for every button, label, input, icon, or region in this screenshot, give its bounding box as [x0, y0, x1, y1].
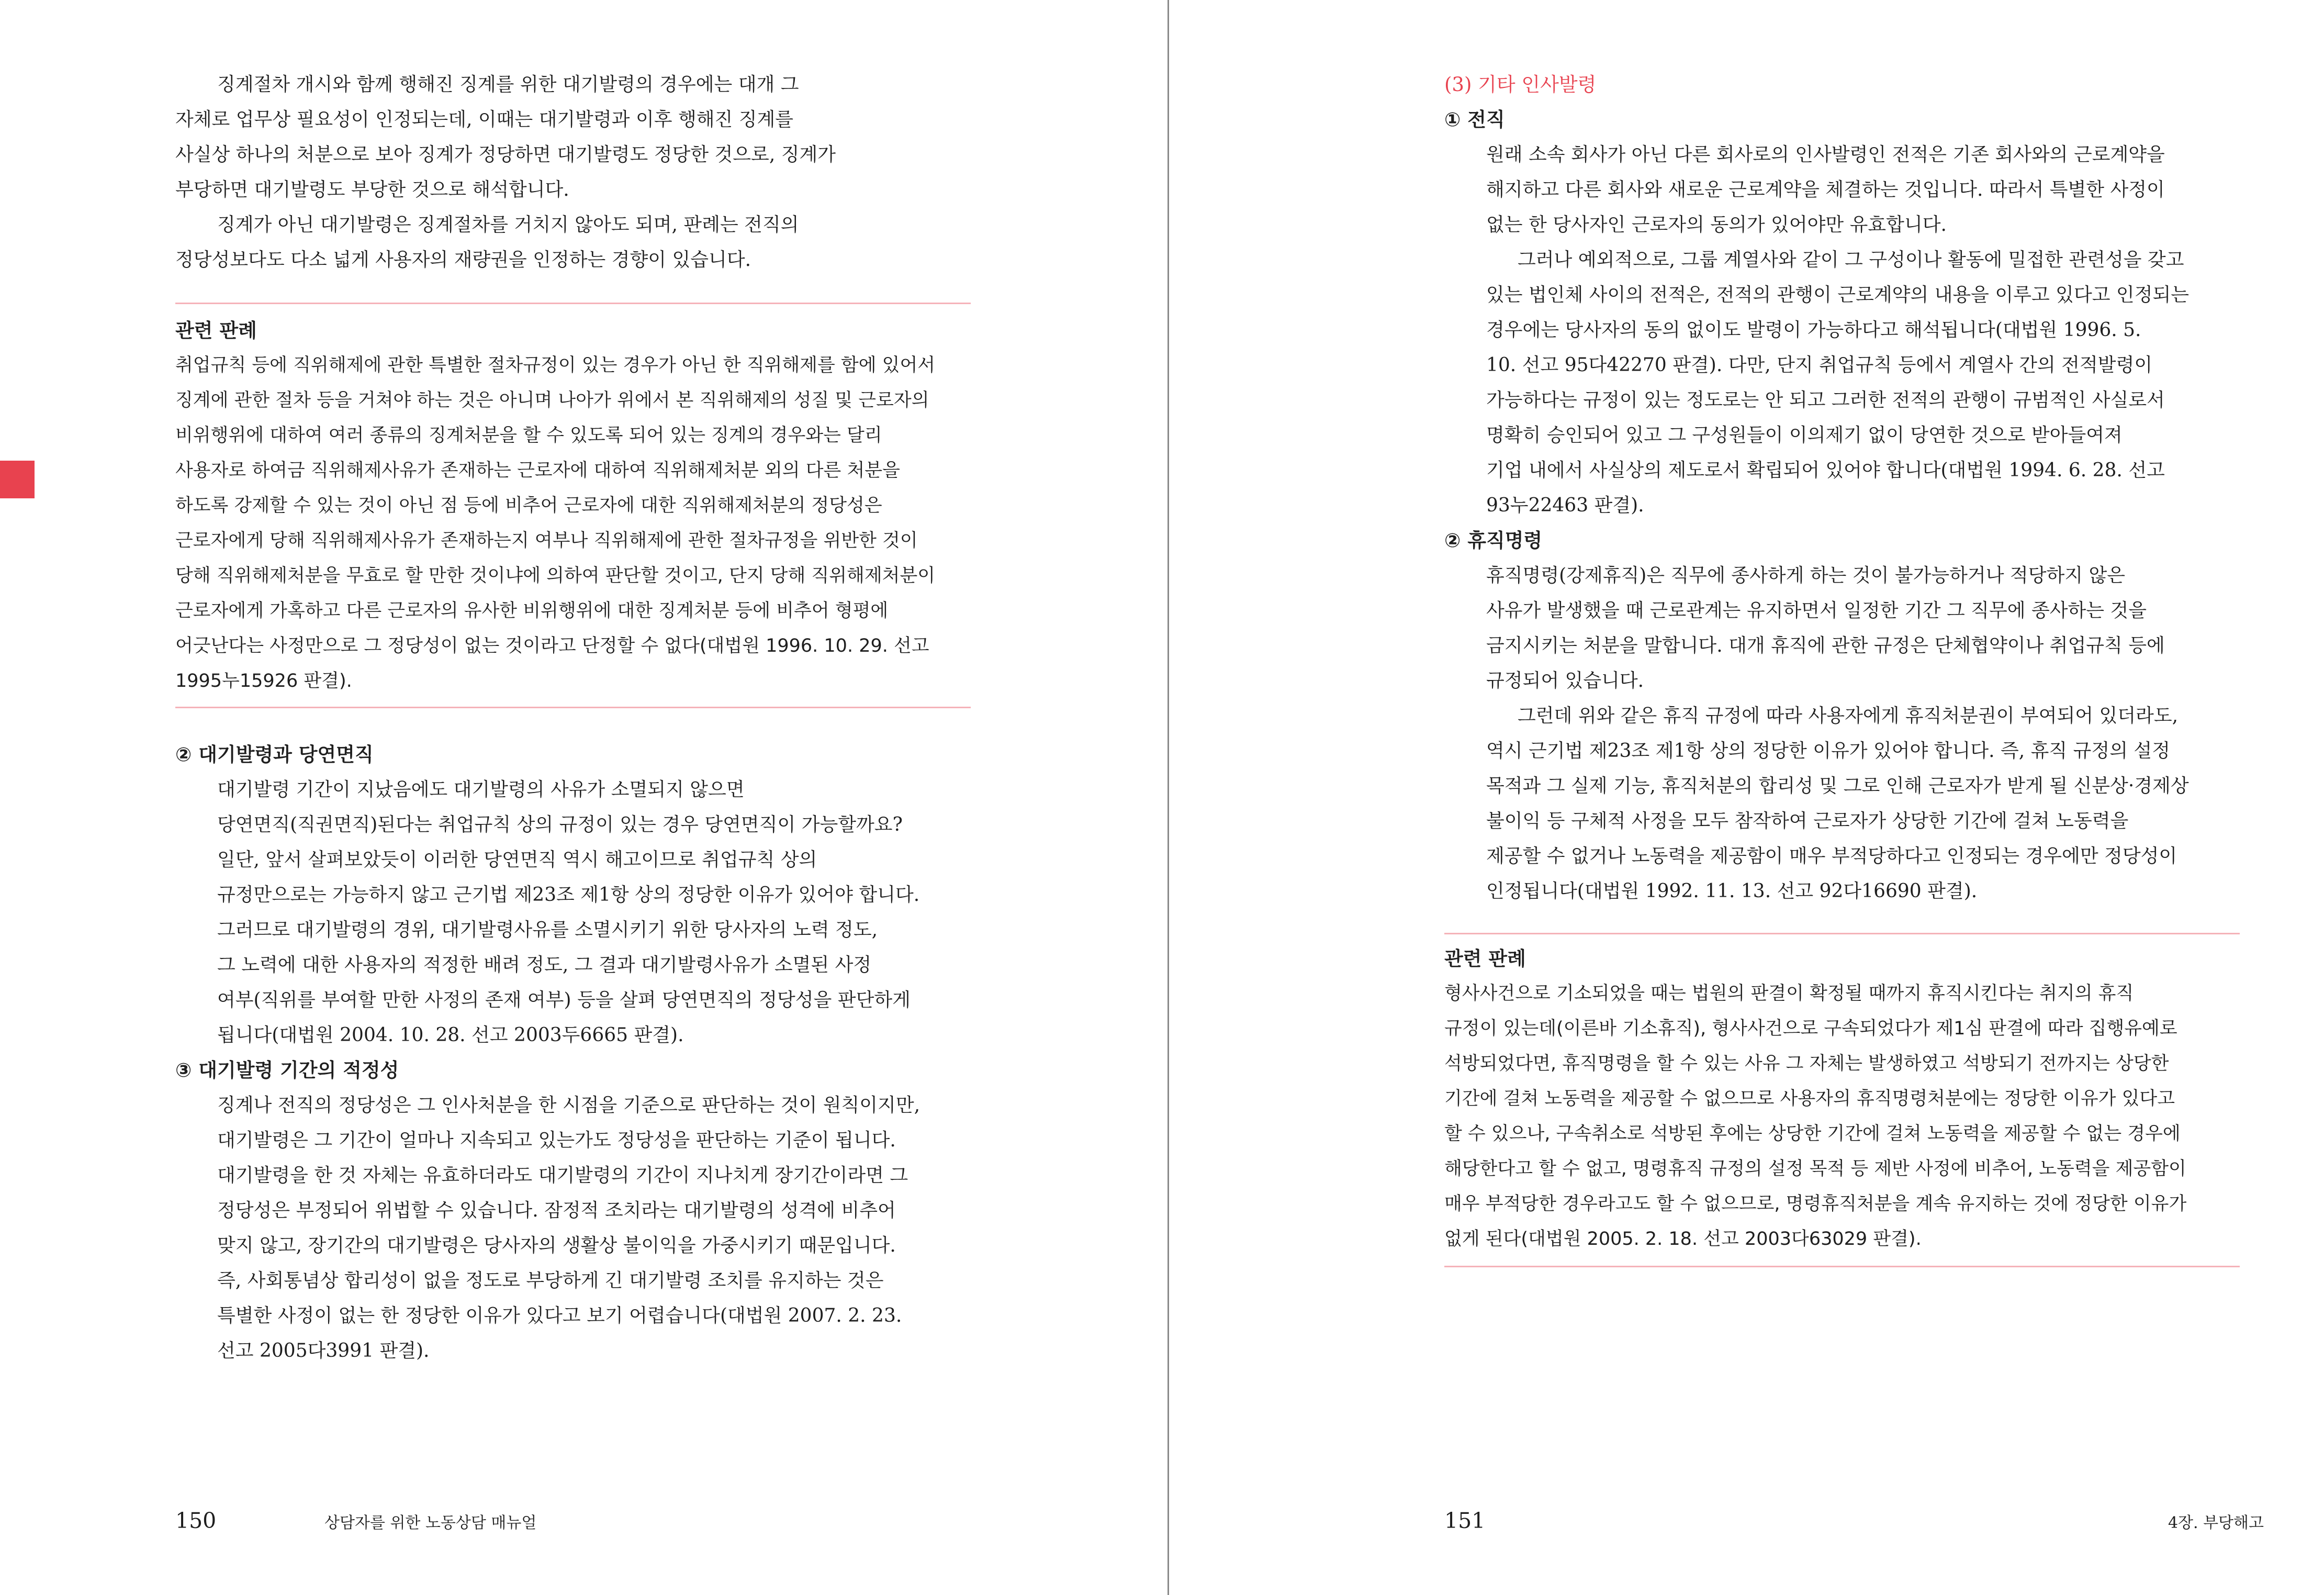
paragraph-line: 대기발령 기간이 지났음에도 대기발령의 사유가 소멸되지 않으면 — [217, 779, 745, 800]
section-heading: ③ 대기발령 기간의 적정성 — [175, 1059, 399, 1081]
case-heading: 관련 판례 — [1444, 947, 1526, 970]
left-case-box — [175, 313, 981, 699]
paragraph-line: 목적과 그 실제 기능, 휴직처분의 합리성 및 그로 인해 근로자가 받게 될 신분상·경제상 — [1486, 775, 2189, 797]
paragraph-line: 규정만으로는 가능하지 않고 근기법 제23조 제1항 상의 정당한 이유가 있어야 합니다. — [217, 884, 920, 906]
paragraph-line: 선고 2005다3991 판결). — [217, 1340, 430, 1362]
paragraph-line: 93누22463 판결). — [1486, 495, 1644, 516]
right-case-box — [1444, 941, 2261, 1257]
subsection-heading: ② 휴직명령 — [1444, 529, 1543, 552]
subsection-heading: ① 전직 — [1444, 108, 1505, 131]
paragraph-line: 해지하고 다른 회사와 새로운 근로계약을 체결하는 것입니다. 따라서 특별한 사정이 — [1486, 179, 2165, 200]
paragraph-line: 휴직명령(강제휴직)은 직무에 종사하게 하는 것이 불가능하거나 적당하지 않은 — [1486, 565, 2126, 586]
case-box-bottom-rule — [175, 707, 971, 708]
paragraph-line: 자체로 업무상 필요성이 인정되는데, 이때는 대기발령과 이후 행해진 징계를 — [175, 109, 794, 130]
case-line: 징계에 관한 절차 등을 거쳐야 하는 것은 아니며 나아가 위에서 본 직위해제의 성질 및 근로자의 — [175, 390, 929, 411]
paragraph-line: 그러나 예외적으로, 그룹 계열사와 같이 그 구성이나 활동에 밀접한 관련성을 갖고 — [1518, 249, 2184, 271]
paragraph-line: 명확히 승인되어 있고 그 구성원들이 이의제기 없이 당연한 것으로 받아들여져 — [1486, 425, 2123, 446]
case-line: 해당한다고 할 수 없고, 명령휴직 규정의 설정 목적 등 제반 사정에 비추어, 노동력을 제공함이 — [1444, 1158, 2186, 1179]
page-number: 151 — [1444, 1508, 1486, 1533]
case-line: 형사사건으로 기소되었을 때는 법원의 판결이 확정될 때까지 휴직시킨다는 취지의 휴직 — [1444, 983, 2134, 1004]
section-title: (3) 기타 인사발령 — [1444, 73, 1597, 96]
paragraph-line: 대기발령은 그 기간이 얼마나 지속되고 있는가도 정당성을 판단하는 기준이 됩니다. — [217, 1130, 896, 1151]
paragraph-line: 제공할 수 없거나 노동력을 제공함이 매우 부적당하다고 인정되는 경우에만 정당성이 — [1486, 845, 2177, 867]
paragraph-line: 대기발령을 한 것 자체는 유효하더라도 대기발령의 기간이 지나치게 장기간이라면 그 — [217, 1165, 908, 1186]
case-line: 매우 부적당한 경우라고도 할 수 없으므로, 명령휴직처분을 계속 유지하는 것에 정당한 이유가 — [1444, 1194, 2187, 1214]
paragraph-line: 정당성은 부정되어 위법할 수 있습니다. 잠정적 조치라는 대기발령의 성격에 비추어 — [217, 1200, 896, 1221]
paragraph-line: 특별한 사정이 없는 한 정당한 이유가 있다고 보기 어렵습니다(대법원 2007. 2. 23. — [217, 1305, 902, 1326]
paragraph-line: 즉, 사회통념상 합리성이 없을 정도로 부당하게 긴 대기발령 조치를 유지하는 것은 — [217, 1270, 884, 1291]
paragraph-line: 사유가 발생했을 때 근로관계는 유지하면서 일정한 기간 그 직무에 종사하는 것을 — [1486, 600, 2147, 621]
paragraph-line: 그런데 위와 같은 휴직 규정에 따라 사용자에게 휴직처분권이 부여되어 있더라도, — [1518, 705, 2179, 727]
case-line: 비위행위에 대하여 여러 종류의 징계처분을 할 수 있도록 되어 있는 징계의 경우와는 달리 — [175, 425, 882, 446]
right-page — [1169, 0, 2324, 1595]
case-line: 기간에 걸쳐 노동력을 제공할 수 없으므로 사용자의 휴직명령처분에는 정당한 이유가 있다고 — [1444, 1088, 2175, 1109]
paragraph-line: 원래 소속 회사가 아닌 다른 회사로의 인사발령인 전적은 기존 회사와의 근로계약을 — [1486, 144, 2165, 165]
left-intro — [175, 67, 971, 277]
case-line: 하도록 강제할 수 있는 것이 아닌 점 등에 비추어 근로자에 대한 직위해제처분의 정당성은 — [175, 495, 882, 516]
case-line: 1995누15926 판결). — [175, 671, 352, 691]
paragraph-line: 기업 내에서 사실상의 제도로서 확립되어 있어야 합니다(대법원 1994. 6. 28. 선고 — [1486, 460, 2165, 481]
paragraph-line: 규정되어 있습니다. — [1486, 670, 1644, 691]
paragraph-line: 금지시키는 처분을 말합니다. 대개 휴직에 관한 규정은 단체협약이나 취업규칙 등에 — [1486, 635, 2165, 656]
section-standby-dismissal — [175, 737, 981, 1368]
case-heading: 관련 판례 — [175, 319, 257, 342]
case-line: 규정이 있는데(이른바 기소휴직), 형사사건으로 구속되었다가 제1심 판결에 따라 집행유예로 — [1444, 1018, 2177, 1039]
paragraph-line: 징계가 아닌 대기발령은 징계절차를 거치지 않아도 되며, 판례는 전직의 — [217, 214, 799, 236]
paragraph-line: 맞지 않고, 장기간의 대기발령은 당사자의 생활상 불이익을 가중시키기 때문입니다. — [217, 1235, 896, 1256]
case-line: 취업규칙 등에 직위해제에 관한 특별한 절차규정이 있는 경우가 아닌 한 직위해제를 함에 있어서 — [175, 355, 936, 376]
page-number: 150 — [175, 1508, 217, 1533]
case-line: 당해 직위해제처분을 무효로 할 만한 것이냐에 의하여 판단할 것이고, 단지 당해 직위해제처분이 — [175, 565, 936, 586]
paragraph-line: 징계나 전직의 정당성은 그 인사처분을 한 시점을 기준으로 판단하는 것이 원칙이지만, — [217, 1095, 920, 1116]
paragraph-line: 인정됩니다(대법원 1992. 11. 13. 선고 92다16690 판결). — [1486, 880, 1978, 902]
case-line: 없게 된다(대법원 2005. 2. 18. 선고 2003다63029 판결). — [1444, 1229, 1922, 1250]
running-title: 4장. 부당해고 — [2168, 1514, 2264, 1532]
paragraph-line: 역시 근기법 제23조 제1항 상의 정당한 이유가 있어야 합니다. 즉, 휴직 규정의 설정 — [1486, 740, 2170, 762]
case-line: 사용자로 하여금 직위해제사유가 존재하는 근로자에 대하여 직위해제처분 외의 다른 처분을 — [175, 460, 900, 481]
paragraph-line: 없는 한 당사자인 근로자의 동의가 있어야만 유효합니다. — [1486, 214, 1947, 236]
paragraph-line: 있는 법인체 사이의 전적은, 전적의 관행이 근로계약의 내용을 이루고 있다고 인정되는 — [1486, 284, 2190, 306]
case-line: 어긋난다는 사정만으로 그 정당성이 없는 것이라고 단정할 수 없다(대법원 1996. 10. 29. 선고 — [175, 635, 929, 656]
paragraph-line: 그러므로 대기발령의 경위, 대기발령사유를 소멸시키기 위한 당사자의 노력 정도, — [217, 919, 878, 941]
paragraph-line: 경우에는 당사자의 동의 없이도 발령이 가능하다고 해석됩니다(대법원 1996. 5. — [1486, 319, 2141, 341]
case-line: 근로자에게 가혹하고 다른 근로자의 유사한 비위행위에 대한 징계처분 등에 비추어 형평에 — [175, 600, 889, 621]
paragraph-line: 가능하다는 규정이 있는 정도로는 안 되고 그러한 전적의 관행이 규범적인 사실로서 — [1486, 389, 2165, 411]
running-title: 상담자를 위한 노동상담 매뉴얼 — [324, 1514, 537, 1532]
paragraph-line: 부당하면 대기발령도 부당한 것으로 해석합니다. — [175, 179, 569, 200]
case-line: 석방되었다면, 휴직명령을 할 수 있는 사유 그 자체는 발생하였고 석방되기 전까지는 상당한 — [1444, 1053, 2169, 1074]
paragraph-line: 정당성보다도 다소 넓게 사용자의 재량권을 인정하는 경향이 있습니다. — [175, 249, 751, 271]
paragraph-line: 사실상 하나의 처분으로 보아 징계가 정당하면 대기발령도 정당한 것으로, 징계가 — [175, 144, 836, 165]
section-heading: ② 대기발령과 당연면직 — [175, 743, 374, 766]
case-box-top-rule — [1444, 933, 2240, 934]
paragraph-line: 10. 선고 95다42270 판결). 다만, 단지 취업규칙 등에서 계열사 간의 전적발령이 — [1486, 354, 2153, 376]
case-line: 할 수 있으나, 구속취소로 석방된 후에는 상당한 기간에 걸쳐 노동력을 제공할 수 없는 경우에 — [1444, 1123, 2181, 1144]
paragraph-line: 일단, 앞서 살펴보았듯이 이러한 당연면직 역시 해고이므로 취업규칙 상의 — [217, 849, 817, 871]
case-box-bottom-rule — [1444, 1266, 2240, 1267]
case-line: 근로자에게 당해 직위해제사유가 존재하는지 여부나 직위해제에 관한 절차규정을 위반한 것이 — [175, 530, 918, 551]
right-body — [1444, 67, 2282, 909]
paragraph-line: 여부(직위를 부여할 만한 사정의 존재 여부) 등을 살펴 당연면직의 정당성을 판단하게 — [217, 989, 911, 1011]
paragraph-line: 그 노력에 대한 사용자의 적정한 배려 정도, 그 결과 대기발령사유가 소멸된 사정 — [217, 954, 872, 976]
paragraph-line: 징계절차 개시와 함께 행해진 징계를 위한 대기발령의 경우에는 대개 그 — [217, 74, 799, 95]
paragraph-line: 당연면직(직권면직)된다는 취업규칙 상의 규정이 있는 경우 당연면직이 가능할까요? — [217, 814, 903, 835]
paragraph-line: 불이익 등 구체적 사정을 모두 참작하여 근로자가 상당한 기간에 걸쳐 노동력을 — [1486, 810, 2129, 832]
paragraph-line: 됩니다(대법원 2004. 10. 28. 선고 2003두6665 판결). — [217, 1024, 684, 1046]
case-box-top-rule — [175, 303, 971, 304]
